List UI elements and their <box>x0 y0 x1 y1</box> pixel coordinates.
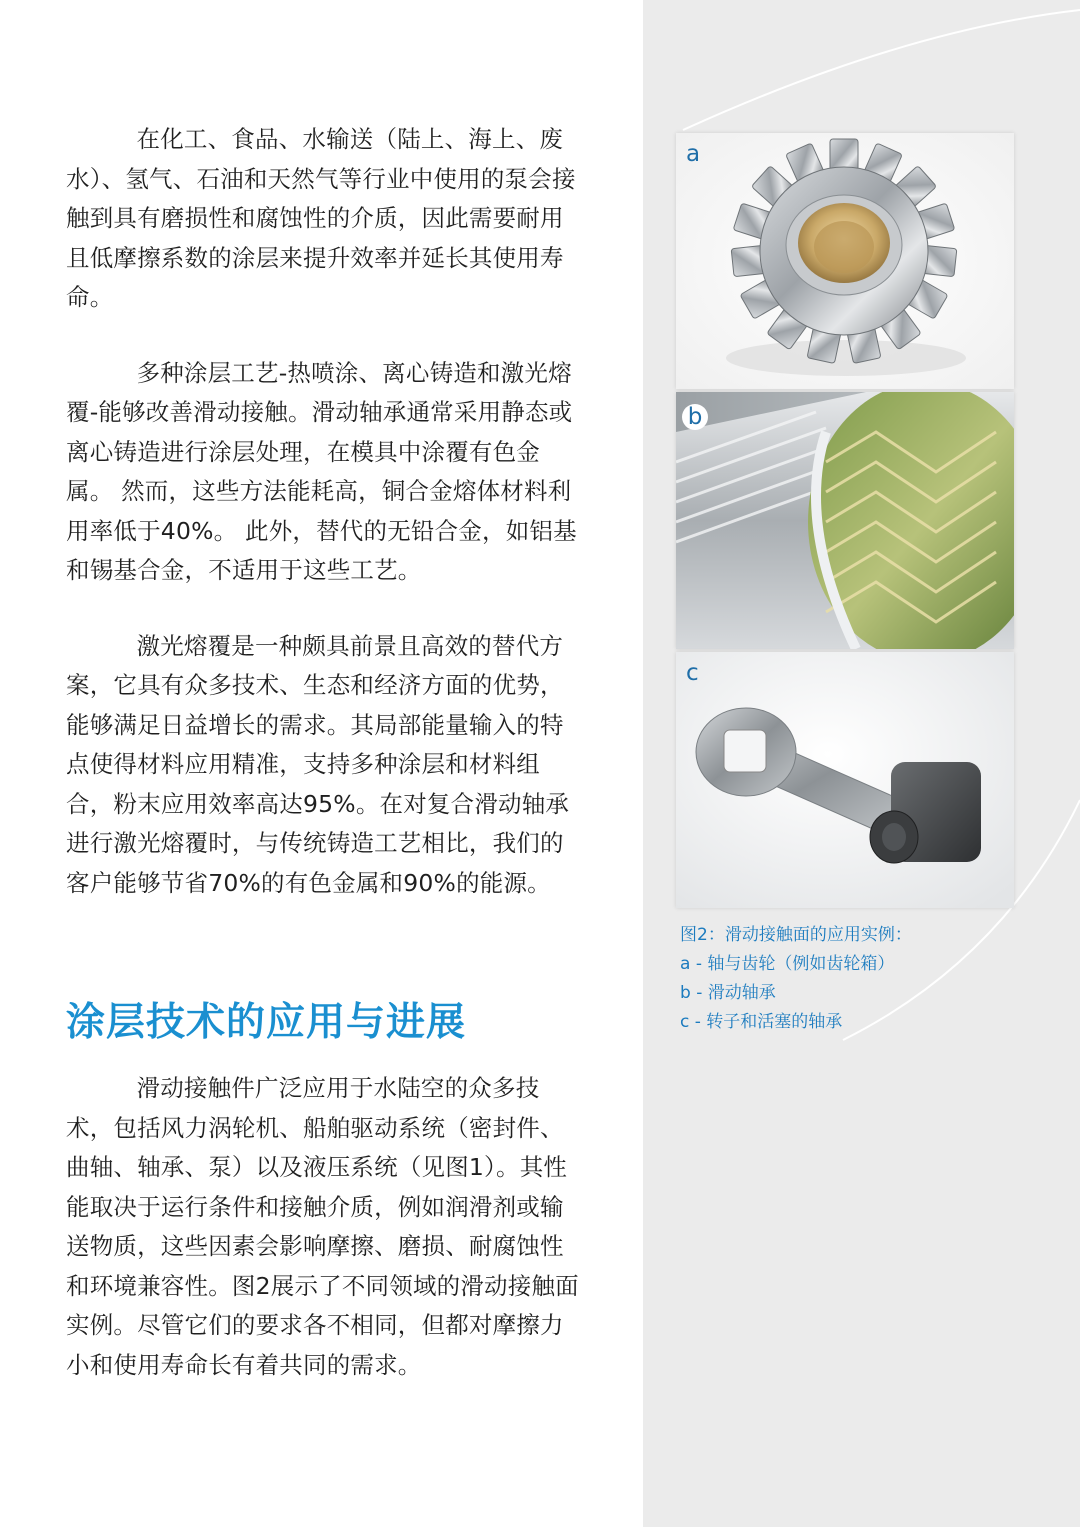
figure-panel-c <box>676 652 1014 908</box>
section-paragraph: 滑动接触件广泛应用于水陆空的众多技术，包括风力涡轮机、船舶驱动系统（密封件、曲轴、轴承、泵）以及液压系统（见图1）。其性能取决于运行条件和接触介质，例如润滑剂或输送物质，这些因素会影响摩擦、磨损、耐腐蚀性和环境兼容性。图2展示了不同领域的滑动接触面实例。尽管它们的要求各不相同，但都对摩擦力小和使用寿命长有着共同的需求。 <box>66 1074 579 1379</box>
caption-item-b: b - 滑动轴承 <box>680 983 776 1003</box>
figure-label-c: c <box>686 660 699 686</box>
caption-title: 图2：滑动接触面的应用实例： <box>680 925 912 945</box>
figure-caption <box>680 921 1040 1037</box>
article-body <box>66 120 581 1385</box>
figure-panel-b <box>676 392 1014 649</box>
gear-image <box>676 133 1014 389</box>
caption-item-c: c - 转子和活塞的轴承 <box>680 1012 843 1032</box>
figure-label-b: b <box>682 404 708 430</box>
body-paragraph-3: 激光熔覆是一种颇具前景且高效的替代方案，它具有众多技术、生态和经济方面的优势，能够满足日益增长的需求。其局部能量输入的特点使得材料应用精准，支持多种涂层和材料组合，粉末应用效率高达95%。在对复合滑动轴承进行激光熔覆时，与传统铸造工艺相比，我们的客户能够节省70%的有色金属和90%的能源。 <box>66 631 570 897</box>
section-title: 涂层技术的应用与进展 <box>66 1000 467 1045</box>
bearing-image <box>676 392 1014 649</box>
figure-panel-a <box>676 133 1014 389</box>
connecting-rod-image <box>676 652 1014 908</box>
body-paragraph-2: 多种涂层工艺-热喷涂、离心铸造和激光熔覆-能够改善滑动接触。滑动轴承通常采用静态或离心铸造进行涂层处理，在模具中涂覆有色金属。 然而，这些方法能耗高，铜合金熔体材料利用率低于40%。 此外，替代的无铅合金，如铝基和锡基合金，不适用于这些工艺。 <box>66 358 577 584</box>
caption-item-a: a - 轴与齿轮（例如齿轮箱） <box>680 954 895 974</box>
figure-label-a: a <box>686 141 701 167</box>
body-paragraph-1: 在化工、食品、水输送（陆上、海上、废水）、氢气、石油和天然气等行业中使用的泵会接触到具有磨损性和腐蚀性的介质，因此需要耐用且低摩擦系数的涂层来提升效率并延长其使用寿命。 <box>66 125 576 311</box>
